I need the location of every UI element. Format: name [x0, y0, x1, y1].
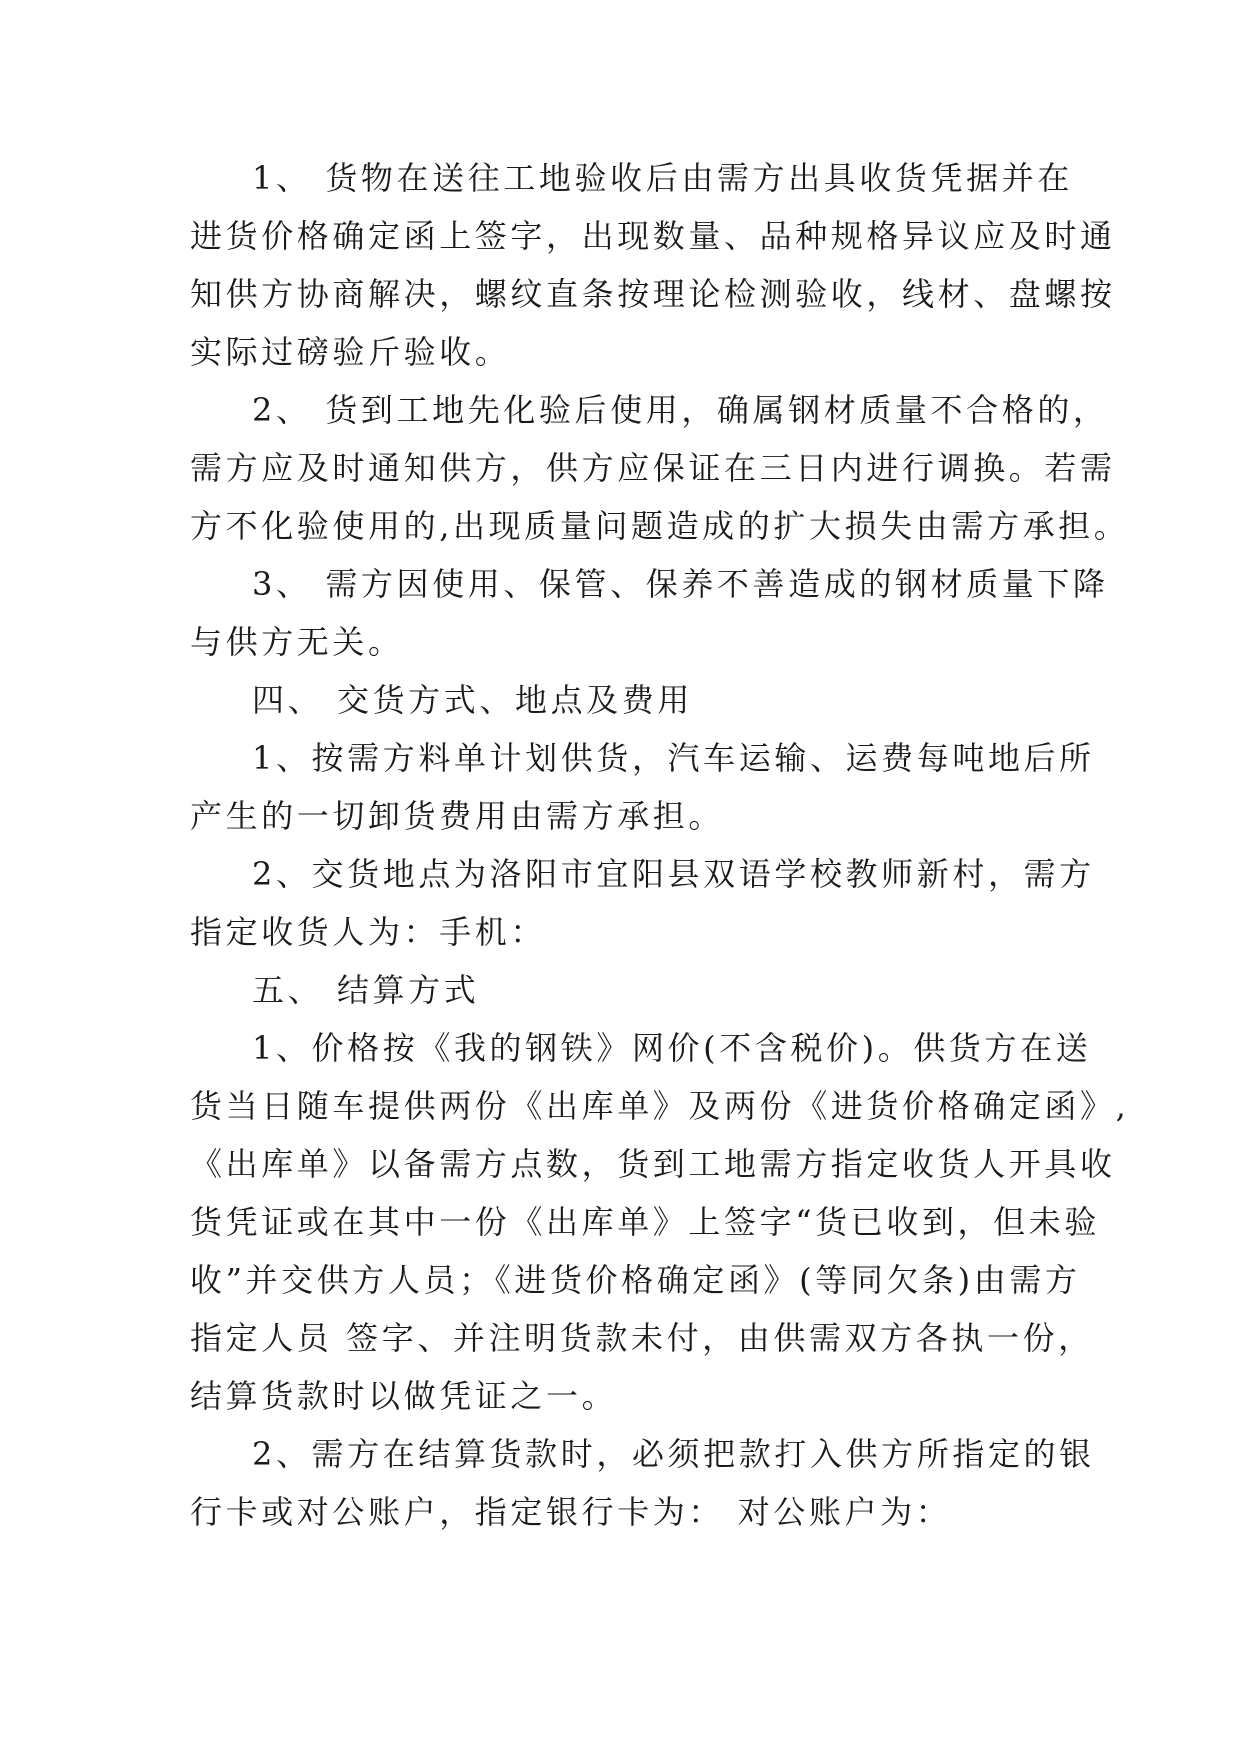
- clause-3-1-line-4: 实际过磅验斤验收。: [190, 333, 511, 371]
- clause-5-1-line-7: 结算货款时以做凭证之一。: [190, 1377, 618, 1415]
- clause-3-2-line-3: 方不化验使用的,出现质量问题造成的扩大损失由需方承担。: [190, 507, 1130, 545]
- clause-5-1-line-6: 指定人员 签字、并注明货款未付，由供需双方各执一份，: [190, 1319, 1094, 1357]
- section-5-heading: 五、 结算方式: [252, 971, 480, 1009]
- clause-4-1-line-1: 1、按需方料单计划供货，汽车运输、运费每吨地后所: [252, 739, 1095, 777]
- section-4-heading: 四、 交货方式、地点及费用: [252, 681, 693, 719]
- clause-4-2-line-2: 指定收货人为：手机：: [190, 913, 547, 951]
- clause-3-1-line-3: 知供方协商解决，螺纹直条按理论检测验收，线材、盘螺按: [190, 275, 1116, 313]
- clause-3-1-line-1: 1、 货物在送往工地验收后由需方出具收货凭据并在: [252, 159, 1073, 197]
- clause-4-1-line-2: 产生的一切卸货费用由需方承担。: [190, 797, 725, 835]
- clause-4-2-line-1: 2、交货地点为洛阳市宜阳县双语学校教师新村，需方: [252, 855, 1095, 893]
- clause-3-2-line-2: 需方应及时通知供方，供方应保证在三日内进行调换。若需: [190, 449, 1116, 487]
- clause-5-2-line-2: 行卡或对公账户，指定银行卡为： 对公账户为：: [190, 1493, 952, 1531]
- clause-5-1-line-2: 货当日随车提供两份《出库单》及两份《进货价格确定函》,: [190, 1087, 1130, 1125]
- clause-5-1-line-1: 1、价格按《我的钢铁》网价(不含税价)。供货方在送: [252, 1029, 1092, 1067]
- clause-3-3-line-1: 3、 需方因使用、保管、保养不善造成的钢材质量下降: [252, 565, 1109, 603]
- clause-3-1-line-2: 进货价格确定函上签字，出现数量、品种规格异议应及时通: [190, 217, 1116, 255]
- clause-5-1-line-5: 收”并交供方人员；《进货价格确定函》(等同欠条)由需方: [190, 1261, 1081, 1299]
- clause-5-1-line-4: 货凭证或在其中一份《出库单》上签字“货已收到，但未验: [190, 1203, 1100, 1241]
- clause-3-3-line-2: 与供方无关。: [190, 623, 404, 661]
- clause-5-2-line-1: 2、需方在结算货款时，必须把款打入供方所指定的银: [252, 1435, 1095, 1473]
- clause-3-2-line-1: 2、 货到工地先化验后使用，确属钢材质量不合格的，: [252, 391, 1109, 429]
- clause-5-1-line-3: 《出库单》以备需方点数，货到工地需方指定收货人开具收: [190, 1145, 1116, 1183]
